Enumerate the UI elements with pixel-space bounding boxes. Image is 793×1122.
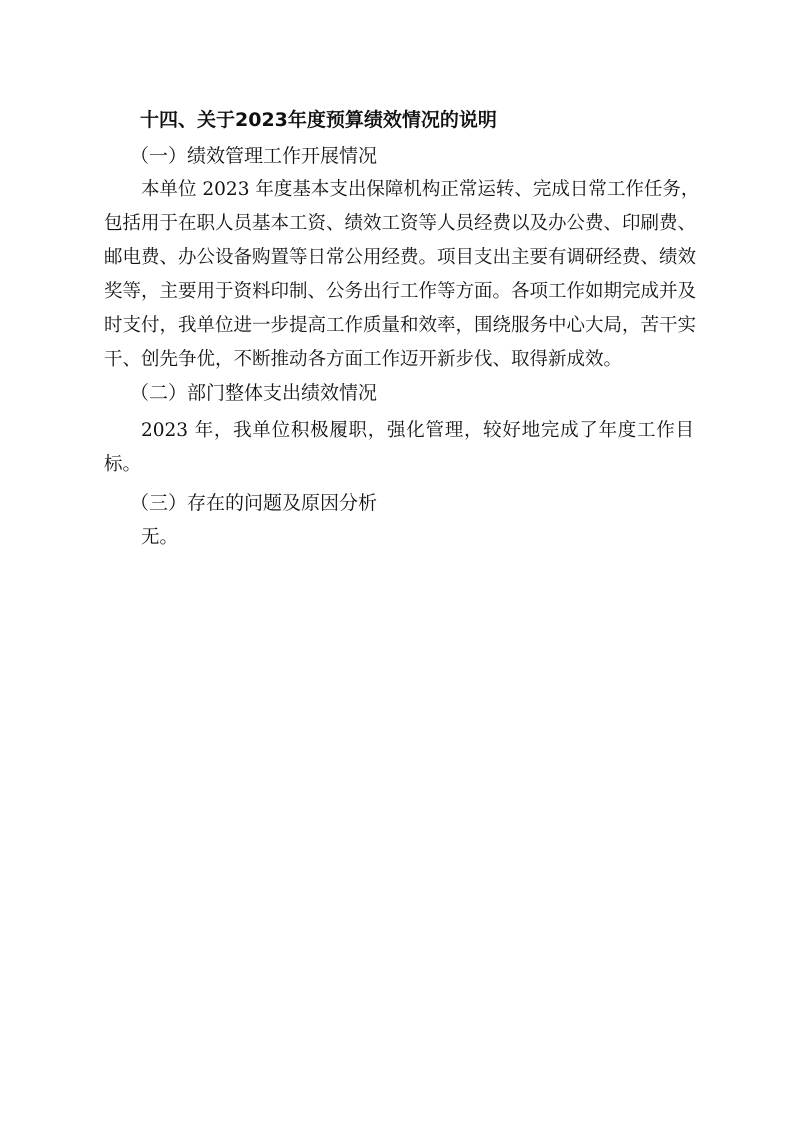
paragraph-line: 时支付，我单位进一步提高工作质量和效率，围绕服务中心大局，苦干实 [104, 315, 697, 336]
paragraph-line: 邮电费、办公设备购置等日常公用经费。项目支出主要有调研经费、绩效 [104, 247, 697, 268]
paragraph-overall-expenditure [104, 414, 694, 482]
paragraph-problems-analysis [141, 521, 341, 555]
paragraph-line: 标。 [104, 454, 142, 475]
paragraph-line: 无。 [141, 527, 179, 548]
subheading-performance-management: （一）绩效管理工作开展情况 [130, 145, 378, 167]
paragraph-line: 包括用于在职人员基本工资、绩效工资等人员经费以及办公费、印刷费、 [104, 213, 697, 234]
section-title: 十四、关于2023年度预算绩效情况的说明 [140, 109, 497, 131]
paragraph-line: 本单位 2023 年度基本支出保障机构正常运转、完成日常工作任务， [141, 179, 700, 200]
subheading-problems-analysis: （三）存在的问题及原因分析 [130, 492, 378, 514]
subheading-overall-expenditure: （二）部门整体支出绩效情况 [130, 382, 378, 404]
paragraph-line: 2023 年，我单位积极履职，强化管理，较好地完成了年度工作目 [141, 420, 694, 441]
paragraph-line: 干、创先争优，不断推动各方面工作迈开新步伐、取得新成效。 [104, 349, 623, 370]
paragraph-line: 奖等，主要用于资料印制、公务出行工作等方面。各项工作如期完成并及 [104, 281, 697, 302]
paragraph-performance-management [104, 173, 700, 377]
